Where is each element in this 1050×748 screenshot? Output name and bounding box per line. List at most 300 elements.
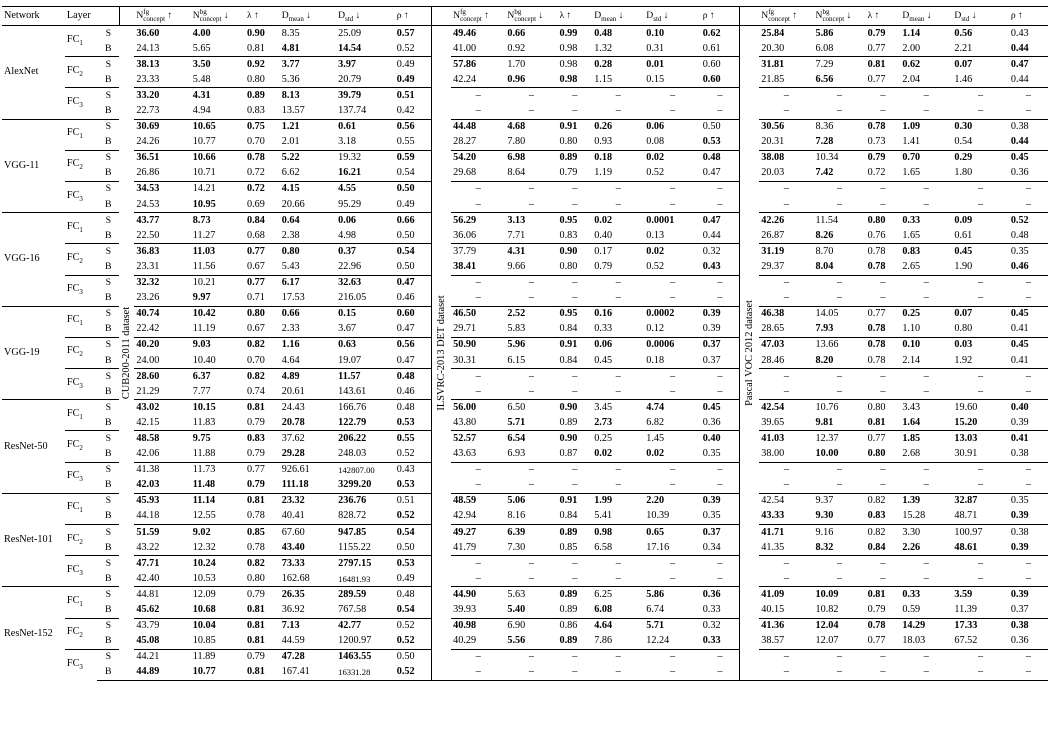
metric-sup: fg [143,7,150,16]
metric-value: 0.89 [559,604,578,616]
header-metric-0 [759,7,813,26]
metric-value: 24.00 [136,354,160,366]
metric-value: 2.68 [902,448,921,460]
metric-value: – [528,198,534,210]
metric-value: 19.60 [952,400,1008,416]
metric-sub: mean [288,14,304,23]
metric-value: – [814,369,866,385]
metric-value: 25.84 [761,27,785,39]
layer-name [65,306,98,337]
metric-value: 6.15 [507,354,526,366]
layer-base: FC [66,251,80,263]
metric-value: – [866,556,901,572]
metric-value: – [615,572,621,584]
metric-arrow: ↓ [969,10,977,22]
metric-value: 57.86 [451,57,505,73]
metric-value: – [759,88,813,104]
metric-value: 24.43 [280,400,336,416]
metric-value: – [644,275,700,291]
layer-base: FC [66,407,80,419]
metric-value: – [900,275,952,291]
metric-value: 0.84 [559,510,578,522]
metric-value: – [900,556,952,572]
metric-value: 20.66 [281,198,305,210]
metric-value: 0.39 [702,323,721,335]
metric-value: 0.56 [395,337,432,353]
metric-value: 0.78 [866,618,901,634]
metric-value: 0.37 [701,525,740,541]
metric-value: – [572,572,578,584]
metric-value: 9.03 [191,337,245,353]
metric-value: 0.80 [559,136,578,148]
metric-value: 0.48 [395,587,432,603]
row-type: B [105,416,112,428]
metric-value: 13.66 [814,337,866,353]
table-row [2,119,1048,135]
metric-value: 11.56 [192,260,216,272]
metric-value: 289.59 [336,587,395,603]
metric-value: 1.90 [954,260,973,272]
metric-value: 0.15 [646,73,665,85]
metric-value: – [572,479,578,491]
metric-value: – [900,88,952,104]
metric-symbol: D [338,10,346,22]
metric-value: 947.85 [336,525,395,541]
layer-name [65,431,98,462]
metric-value: 44.59 [281,635,305,647]
metric-value: 0.82 [245,337,280,353]
metric-value: 10.77 [191,665,245,681]
metric-value: – [701,556,740,572]
metric-value: 0.47 [395,275,432,291]
layer-name [65,88,98,119]
metric-value: 6.58 [594,541,613,553]
layer-name [65,493,98,524]
row-type: S [105,27,112,39]
metric-value: 20.61 [281,385,305,397]
layer-index: 3 [79,568,83,577]
metric-value: 10.40 [192,354,216,366]
metric-value: 0.48 [701,150,740,166]
metric-value: – [505,462,557,478]
metric-value: 1.39 [900,493,952,509]
metric-value: 13.03 [952,431,1008,447]
metric-sub: std [653,14,662,23]
metric-value: 9.97 [192,292,211,304]
metric-value: 0.52 [396,510,415,522]
header-metric-4 [336,7,395,26]
metric-value: – [952,556,1008,572]
metric-value: 0.40 [594,229,613,241]
metric-value: 51.59 [134,525,190,541]
metric-value: 0.83 [245,431,280,447]
metric-value: 10.04 [191,618,245,634]
metric-value: 32.87 [952,493,1008,509]
metric-value: 0.84 [559,323,578,335]
metric-value: – [978,385,984,397]
layer-index: 2 [79,256,83,265]
metric-value: 1200.97 [338,635,372,647]
metric-value: – [866,462,901,478]
metric-value: 0.68 [247,229,265,241]
metric-value: – [783,105,789,117]
metric-value: 0.60 [702,73,721,85]
metric-value: 43.77 [134,213,190,229]
layer-name [65,181,98,212]
metric-value: – [814,665,866,681]
metric-value: 0.37 [701,337,740,353]
metric-value: 43.02 [134,400,190,416]
layer-index: 1 [79,38,83,47]
metric-value: – [505,556,557,572]
metric-value: – [1025,198,1031,210]
metric-value: 43.79 [134,618,190,634]
metric-value: 162.68 [281,572,310,584]
metric-value: 10.77 [192,136,216,148]
metric-value: 1.80 [954,167,973,179]
metric-value: 0.54 [954,136,973,148]
header-metric-0 [451,7,505,26]
row-type: B [105,635,112,647]
metric-sub: mean [909,14,925,23]
metric-value: 29.68 [453,167,477,179]
metric-value: 1.19 [594,167,613,179]
network-name: ResNet-50 [2,400,65,494]
metric-value: 0.62 [900,57,952,73]
metric-value: 1.46 [954,73,973,85]
table-body [2,26,1048,681]
metric-value: 0.89 [245,88,280,104]
metric-symbol: ρ [1010,10,1016,21]
metric-value: – [759,556,813,572]
metric-value: 1.32 [594,42,613,54]
metric-value: 38.41 [453,260,477,272]
metric-value: – [717,105,723,117]
metric-value: 0.28 [592,57,644,73]
metric-value: 0.18 [592,150,644,166]
metric-value: 0.77 [245,462,280,478]
metric-value: – [837,385,843,397]
metric-value: 0.45 [952,244,1008,260]
row-type: S [97,431,119,447]
metric-value: 0.53 [396,479,415,491]
metric-value: 0.50 [396,260,415,272]
header-metric-1 [505,7,557,26]
metric-value: 0.80 [280,244,336,260]
metric-value: – [451,88,505,104]
metric-value: 25.09 [338,27,362,39]
metric-value: 39.65 [761,416,785,428]
metric-sub: concept [460,14,482,23]
metric-value: 22.50 [136,229,160,241]
metric-value: 0.50 [396,541,415,553]
metric-sub: mean [601,14,617,23]
metric-value: 0.45 [1009,306,1048,322]
metric-value: 0.90 [557,431,592,447]
metric-value: – [572,105,578,117]
metric-value: 0.06 [592,337,644,353]
layer-index: 2 [79,537,83,546]
metric-value: 0.47 [701,213,740,229]
metric-value: 42.06 [136,448,160,460]
layer-index: 2 [79,631,83,640]
metric-value: 44.18 [136,510,160,522]
table-row [2,415,1048,431]
table-row [2,462,1048,478]
metric-value: 0.36 [1010,635,1029,647]
metric-value: 0.0001 [644,213,700,229]
metric-value: – [866,181,901,197]
metric-value: – [592,275,644,291]
metric-value: – [528,572,534,584]
metric-value: 7.29 [814,57,866,73]
metric-value: 38.08 [759,150,813,166]
metric-value: – [952,665,1008,681]
metric-value: 0.06 [336,213,395,229]
metric-value: 7.30 [507,541,526,553]
metric-value: 0.47 [396,354,415,366]
metric-value: – [923,385,929,397]
metric-value: 0.53 [702,136,721,148]
metric-value: 11.73 [191,462,245,478]
metric-value: – [669,292,676,304]
metric-value: 4.74 [644,400,700,416]
layer-base: FC [66,594,80,606]
metric-value: 0.90 [557,244,592,260]
metric-value: 7.42 [815,167,834,179]
metric-value: 5.56 [507,635,526,647]
table-row [2,447,1048,463]
metric-value: 20.30 [761,42,785,54]
metric-value: – [451,369,505,385]
table-row [2,213,1048,229]
metric-arrow: ↑ [1015,10,1023,21]
metric-value: 0.77 [867,73,886,85]
metric-value: 10.85 [192,635,216,647]
layer-index: 3 [79,100,83,109]
metric-value: 21.29 [136,385,160,397]
metric-value: 1.92 [954,354,973,366]
metric-value: 49.46 [453,27,477,39]
metric-symbol: D [594,10,602,22]
metric-value: 3.30 [900,525,952,541]
metric-value: 1.64 [902,416,921,428]
metric-value: 20.31 [761,136,785,148]
metric-value: 0.61 [336,119,395,135]
row-type: S [97,57,119,73]
metric-value: – [952,649,1008,665]
metric-value: 1.16 [280,337,336,353]
metric-value: 4.31 [191,88,245,104]
metric-value: – [451,665,505,681]
metric-value: 3.97 [336,57,395,73]
metric-value: 2.65 [902,260,921,272]
header-metric-5 [395,7,432,26]
metric-value: – [759,275,813,291]
table-row [2,587,1048,603]
network-name: AlexNet [4,66,39,78]
metric-value: 0.41 [1010,354,1029,366]
metric-symbol: N [136,10,144,22]
metric-value: 0.81 [247,42,265,54]
metric-value: – [866,369,901,385]
metric-value: 0.54 [396,604,415,616]
metric-value: 6.50 [505,400,557,416]
metric-value: – [701,462,740,478]
metric-value: 0.60 [701,57,740,73]
metric-value: 28.65 [761,323,785,335]
metric-value: 0.56 [954,27,973,39]
metric-value: 111.18 [281,479,309,491]
metric-value: 11.83 [192,416,216,428]
metric-value: 8.20 [815,354,834,366]
layer-base: FC [66,439,80,451]
metric-value: 15.28 [902,510,926,522]
metric-value: 19.32 [336,150,395,166]
metric-value: 0.33 [900,587,952,603]
metric-value: 8.13 [280,88,336,104]
header-gap [119,7,134,26]
metric-value: 30.91 [954,448,978,460]
row-type: B [105,260,112,272]
metric-value: 0.47 [396,323,415,335]
metric-value: 31.81 [759,57,813,73]
table-row [2,26,1048,42]
metric-sup: fg [460,7,466,16]
metric-value: 828.72 [338,510,367,522]
metric-value: 38.00 [761,448,785,460]
metric-symbol: N [192,10,200,22]
metric-value: 4.55 [336,181,395,197]
table-row [2,259,1048,275]
metric-value: 0.35 [1009,493,1048,509]
metric-value: – [783,385,789,397]
metric-value: – [952,462,1008,478]
metric-value: 0.72 [867,167,886,179]
metric-value: 42.94 [453,510,477,522]
metric-value: 0.12 [646,323,665,335]
metric-value: 0.81 [245,618,280,634]
metric-value: – [669,479,676,491]
metric-value: 0.79 [866,150,901,166]
metric-value: 23.26 [136,292,160,304]
metric-value: 0.79 [867,604,886,616]
metric-value: 40.20 [134,337,190,353]
metric-value: 0.10 [646,27,665,39]
header-metric-5 [1009,7,1048,26]
metric-value: 7.77 [192,385,211,397]
metric-value: – [923,198,929,210]
metric-value: 0.39 [1010,510,1029,522]
metric-symbol: N [453,10,461,22]
metric-value: 0.49 [396,572,415,584]
metric-value: – [669,572,676,584]
metric-value: 1.21 [280,119,336,135]
metric-value: 143.61 [338,385,367,397]
metric-value: – [505,665,557,681]
metric-value: 0.81 [866,587,901,603]
header-gap [432,7,452,26]
metric-value: 0.54 [395,525,432,541]
metric-value: 0.52 [395,618,432,634]
metric-value: 39.93 [453,604,477,616]
metric-value: 1.85 [900,431,952,447]
metric-value: – [592,88,644,104]
metric-value: 0.39 [1010,541,1029,553]
metric-value: – [557,462,592,478]
metric-value: 11.03 [191,244,245,260]
metric-value: 28.27 [453,136,477,148]
metric-value: 15.20 [954,416,978,428]
metric-value: 0.16 [592,306,644,322]
metric-value: 0.43 [702,260,721,272]
metric-value: 0.93 [594,136,613,148]
metric-value: – [717,572,723,584]
metric-value: 12.04 [814,618,866,634]
metric-value: – [880,292,886,304]
layer-base: FC [66,626,80,638]
metric-value: 0.71 [247,292,265,304]
metric-value: 0.38 [1009,119,1048,135]
metric-value: 0.48 [395,400,432,416]
metric-value: 11.48 [192,479,216,491]
metric-value: 0.02 [592,213,644,229]
metric-value: 36.60 [136,27,160,39]
table-row [2,509,1048,525]
metric-value: 43.33 [761,510,785,522]
layer-index: 1 [79,132,83,141]
metric-value: 0.44 [702,229,721,241]
metric-value: 0.85 [245,525,280,541]
metric-value: 8.35 [281,27,300,39]
metric-sup: bg [199,7,207,16]
metric-value: – [1025,572,1031,584]
metric-value: – [1025,105,1031,117]
metric-value: – [759,181,813,197]
metric-value: 43.22 [136,541,160,553]
metric-value: 3.13 [505,213,557,229]
metric-value: – [783,198,789,210]
metric-value: 52.57 [451,431,505,447]
metric-value: 0.89 [557,587,592,603]
metric-value: 142807.00 [336,462,395,478]
metric-value: 0.77 [245,244,280,260]
metric-value: 40.29 [453,635,477,647]
metric-value: – [866,649,901,665]
metric-symbol: N [761,10,769,22]
metric-value: 0.33 [900,213,952,229]
metric-value: 44.89 [134,665,190,681]
metric-value: 41.71 [759,525,813,541]
layer-name [65,150,98,181]
metric-value: 0.52 [396,448,415,460]
metric-value: 3.67 [338,323,356,335]
metric-value: – [644,665,700,681]
metric-value: 0.78 [867,260,886,272]
metric-value: – [475,198,481,210]
metric-value: 10.82 [815,604,839,616]
metric-value: 0.39 [1009,587,1048,603]
metric-value: 0.73 [867,136,886,148]
row-type: B [105,105,112,117]
metric-value: 0.46 [396,385,415,397]
row-type: S [97,213,119,229]
metric-value: 1.14 [902,27,921,39]
metric-value: – [615,198,621,210]
metric-value: 2.26 [902,541,921,553]
metric-value: 0.50 [701,119,740,135]
metric-symbol: D [646,10,654,22]
